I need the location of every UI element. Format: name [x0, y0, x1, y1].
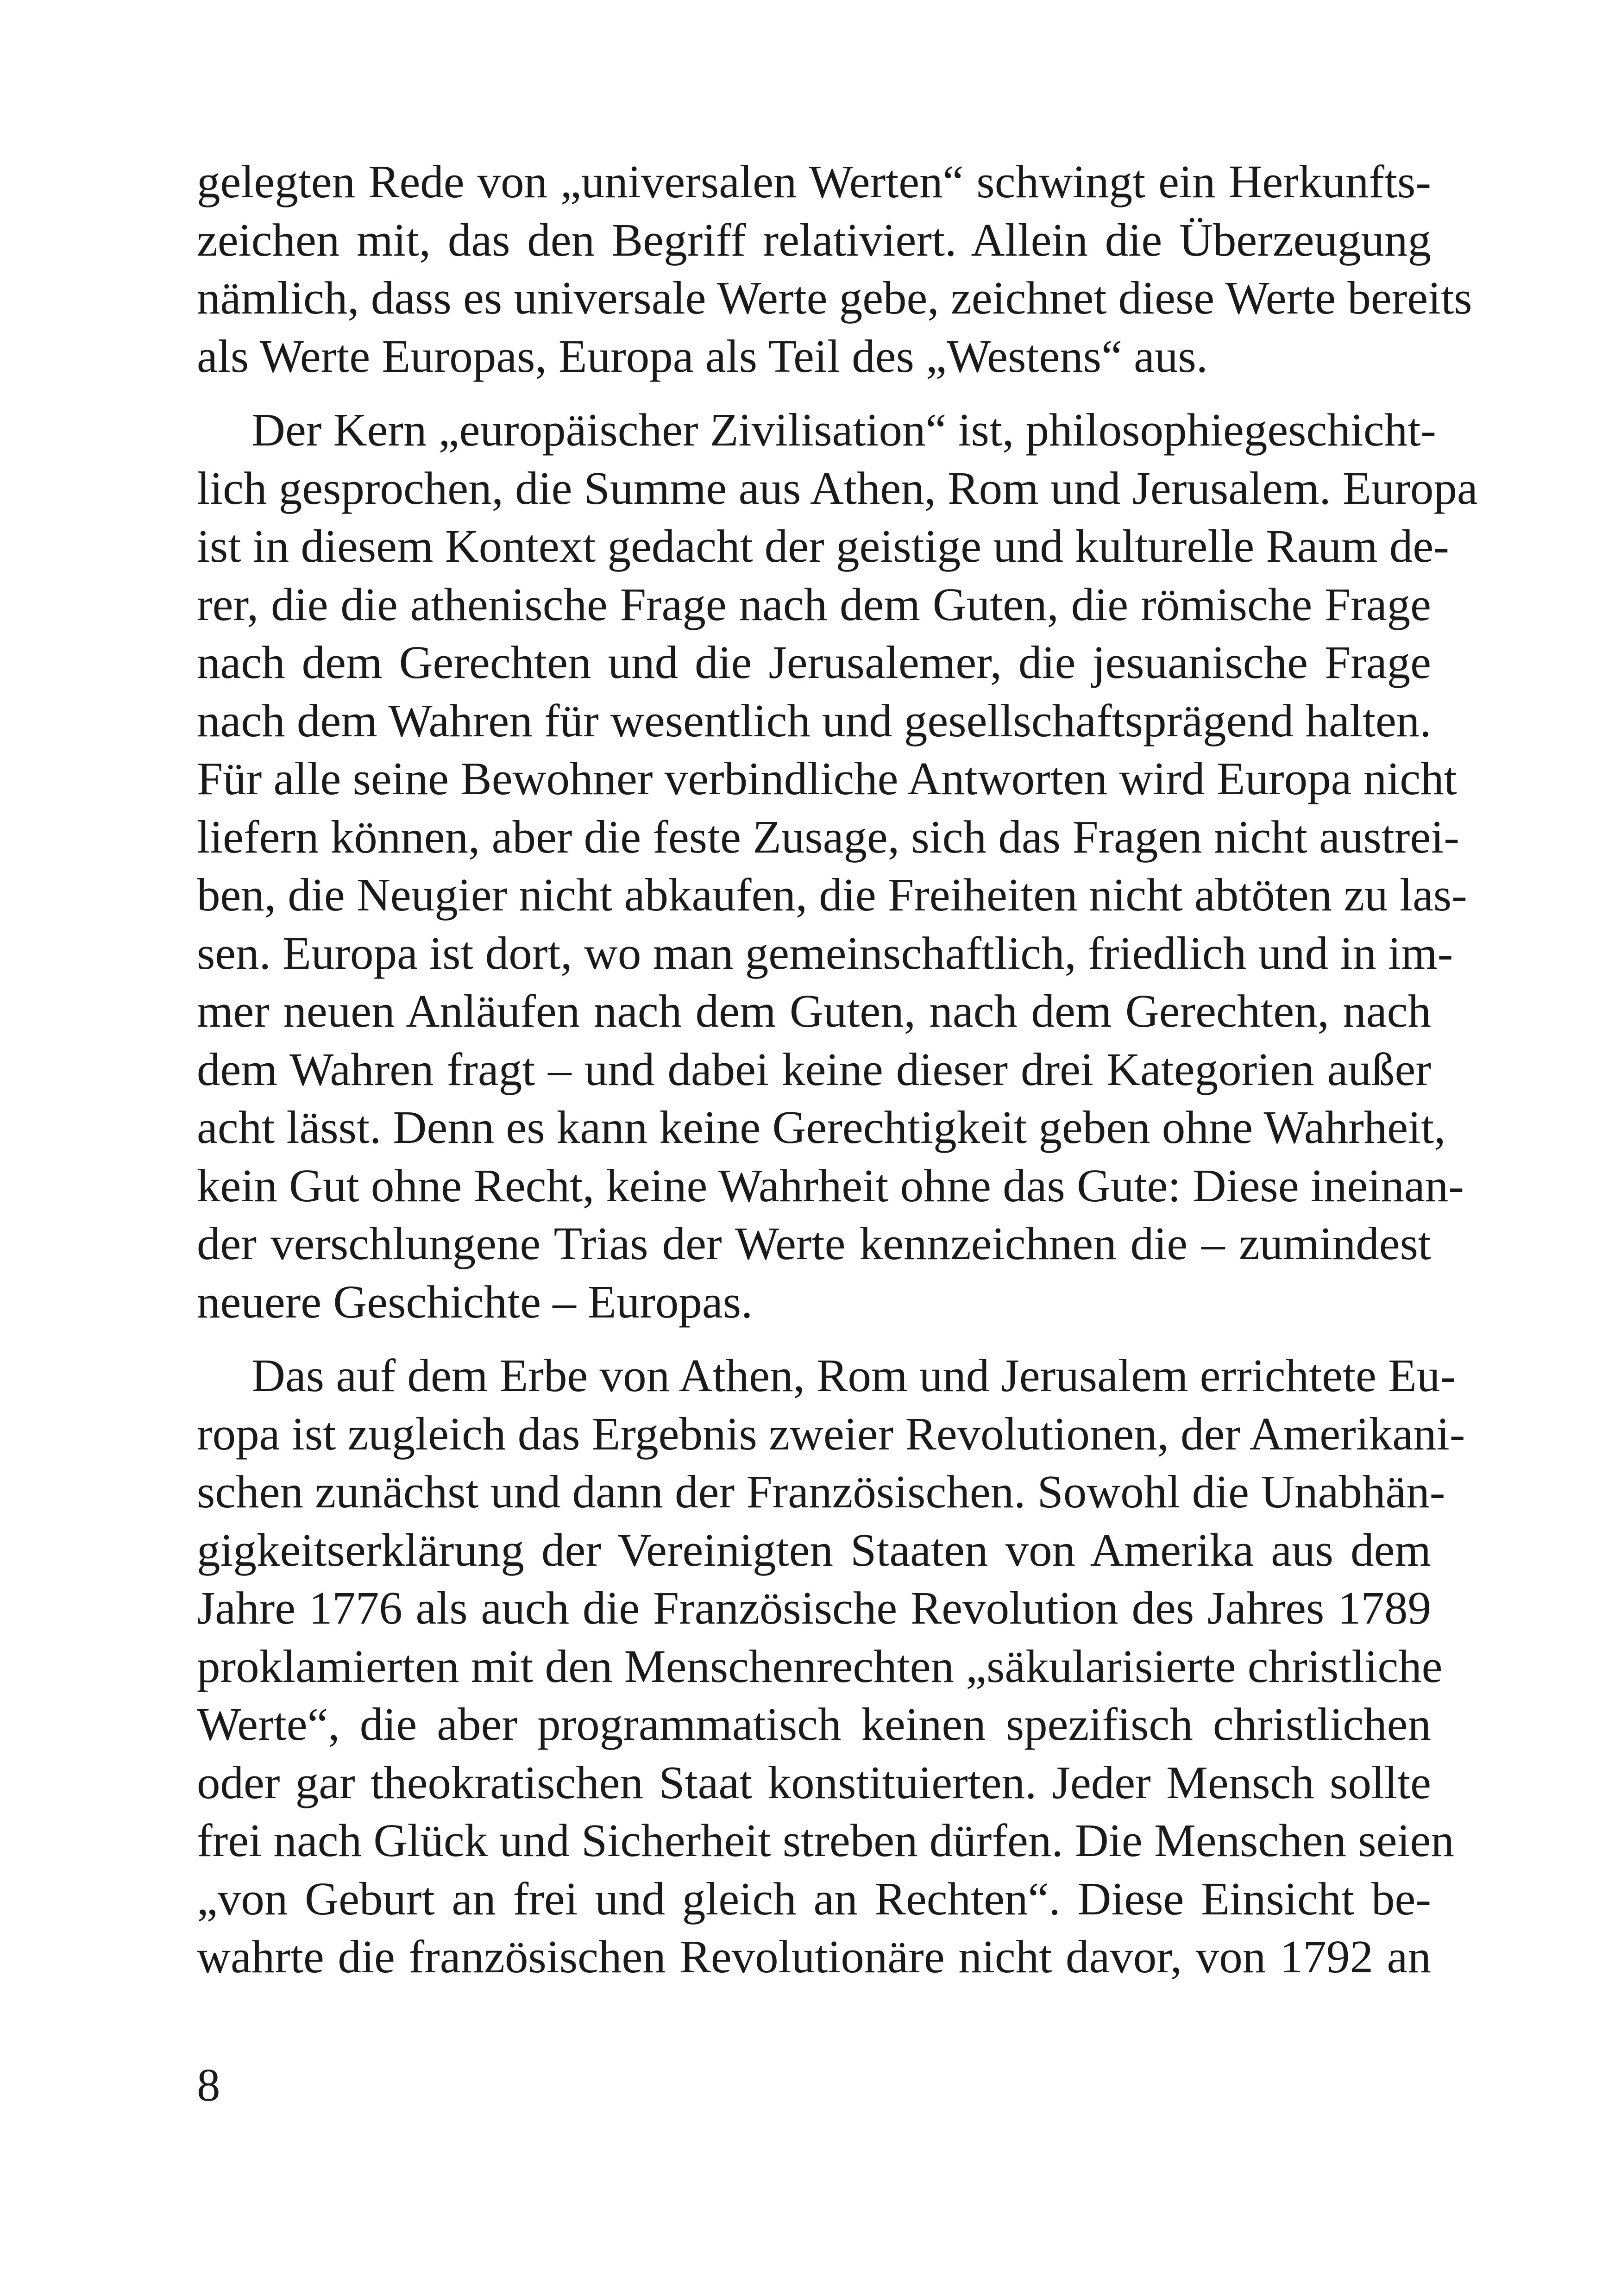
text-line: ben, die Neugier nicht abkaufen, die Freiheiten nicht abtöten zu las- — [197, 869, 1467, 921]
text-line: nach dem Wahren für wesentlich und gesellschaftsprägend halten. — [197, 694, 1432, 747]
body-text — [197, 153, 1478, 1986]
text-line: gigkeitserklärung der Vereinigten Staaten von Amerika aus dem — [197, 1524, 1431, 1576]
text-line: mer neuen Anläufen nach dem Guten, nach dem Gerechten, nach — [197, 985, 1431, 1037]
page-number: 8 — [197, 2059, 220, 2111]
text-line: acht lässt. Denn es kann keine Gerechtigkeit geben ohne Wahrheit, — [197, 1101, 1446, 1153]
text-line: Das auf dem Erbe von Athen, Rom und Jerusalem errichtete Eu- — [251, 1349, 1456, 1401]
text-line: ropa ist zugleich das Ergebnis zweier Revolutionen, der Amerikani- — [197, 1407, 1465, 1460]
text-line: Werte“, die aber programmatisch keinen spezifisch christlichen — [197, 1698, 1431, 1750]
text-line: schen zunächst und dann der Französischen. Sowohl die Unabhän- — [197, 1466, 1445, 1518]
paragraph-3 — [197, 1347, 1465, 1986]
text-line: liefern können, aber die feste Zusage, sich das Fragen nicht austrei- — [197, 810, 1459, 863]
text-line: sen. Europa ist dort, wo man gemeinschaftlich, friedlich und in im- — [197, 927, 1453, 979]
text-line: Für alle seine Bewohner verbindliche Antworten wird Europa nicht — [197, 753, 1457, 804]
text-line: als Werte Europas, Europa als Teil des „Westens“ aus. — [197, 330, 1208, 382]
text-line: Der Kern „europäischer Zivilisation“ ist, philosophiegeschicht- — [251, 404, 1436, 456]
text-line: nach dem Gerechten und die Jerusalemer, die jesuanische Frage — [197, 636, 1431, 688]
text-line: zeichen mit, das den Begriff relativiert. Allein die Überzeugung — [197, 213, 1431, 266]
paragraph-1 — [197, 153, 1472, 385]
text-line: wahrte die französischen Revolutionäre nicht davor, von 1792 an — [197, 1931, 1431, 1982]
text-line: Jahre 1776 als auch die Französische Revolution des Jahres 1789 — [197, 1582, 1431, 1634]
text-line: lich gesprochen, die Summe aus Athen, Rom und Jerusalem. Europa — [197, 462, 1478, 514]
text-line: oder gar theokratischen Staat konstituierten. Jeder Mensch sollte — [197, 1756, 1431, 1808]
text-line: kein Gut ohne Recht, keine Wahrheit ohne das Gute: Diese ineinan- — [197, 1159, 1464, 1211]
text-line: ist in diesem Kontext gedacht der geistige und kulturelle Raum de- — [197, 520, 1449, 572]
paragraph-2 — [197, 401, 1478, 1331]
text-line: nämlich, dass es universale Werte gebe, zeichnet diese Werte bereits — [197, 272, 1472, 324]
text-line: frei nach Glück und Sicherheit streben dürfen. Die Menschen seien — [197, 1814, 1454, 1866]
text-line: neuere Geschichte – Europas. — [197, 1275, 753, 1328]
text-line: der verschlungene Trias der Werte kennzeichnen die – zumindest — [197, 1217, 1431, 1269]
text-line: proklamierten mit den Menschenrechten „säkularisierte christliche — [197, 1640, 1443, 1692]
text-line: „von Geburt an frei und gleich an Rechten“. Diese Einsicht be- — [197, 1872, 1431, 1925]
text-line: gelegten Rede von „universalen Werten“ schwingt ein Herkunfts- — [197, 156, 1431, 207]
text-line: dem Wahren fragt – und dabei keine dieser drei Kategorien außer — [197, 1043, 1431, 1095]
text-line: rer, die die athenische Frage nach dem Guten, die römische Frage — [197, 578, 1431, 630]
